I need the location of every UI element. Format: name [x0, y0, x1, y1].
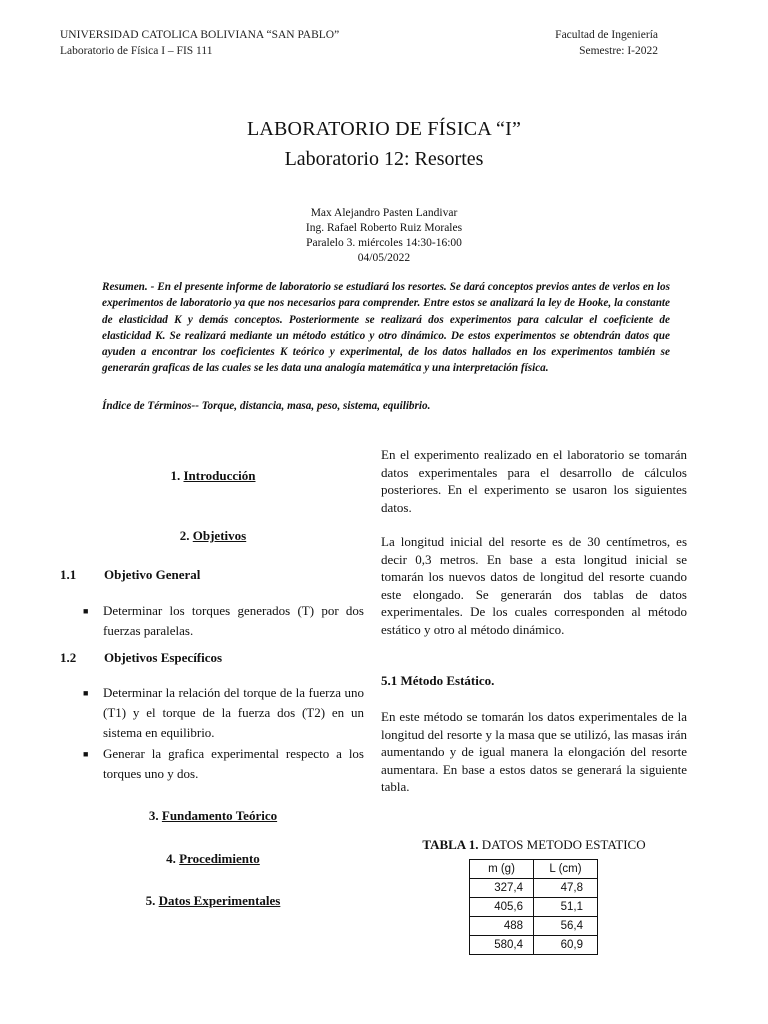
list-item: ■ Determinar la relación del torque de la fuerza uno (T1) y el torque de la fuerza dos (T2) en un sistema en equilibrio.: [83, 685, 364, 740]
page-title: LABORATORIO DE FÍSICA “I”: [246, 118, 522, 140]
table-cell: 56,4: [534, 917, 598, 936]
index-terms: Índice de Términos-- Torque, distancia, masa, peso, sistema, equilibrio.: [102, 400, 431, 412]
table-cell: 327,4: [470, 879, 534, 898]
data-table: [469, 859, 598, 955]
list-item: ■ Generar la grafica experimental respecto a los torques uno y dos.: [83, 746, 364, 781]
table-row: [470, 879, 598, 898]
table-cell: 60,9: [534, 936, 598, 955]
table-cell: 51,1: [534, 898, 598, 917]
subsection-heading-objetivo-general: 1.1 Objetivo General: [60, 567, 201, 582]
table-caption: TABLA 1. DATOS METODO ESTATICO: [422, 837, 646, 852]
bullet-icon: ■: [83, 606, 89, 616]
paragraph: En el experimento realizado en el laboratorio se tomarán datos experimentales para el desarrollo de cálculos posteriores. En el experimento se usaron los siguientes datos.: [381, 447, 687, 515]
bullet-icon: ■: [83, 749, 89, 759]
table-header-cell: L (cm): [534, 860, 598, 879]
university-name: UNIVERSIDAD CATOLICA BOLIVIANA “SAN PABLO”: [60, 29, 340, 41]
page-subtitle: Laboratorio 12: Resortes: [284, 148, 484, 170]
abstract: Resumen. - En el presente informe de laboratorio se estudiará los resortes. Se dará conceptos previos antes de verlos en los experimentos de laboratorio ya que nos necesarios para comprender. Entre estos se analizará la ley de Hooke, la constante de elasticidad K y demás conceptos. Posteriormente se realizará dos experimentos para calcular el coeficiente de elasticidad K. Se realizará mediante un método estático y otro dinámico. De estos experimentos se obtendrán datos que ayuden a encontrar los coeficientes K teórico y experimental, de los datos hallados en los experimentos también se generarán graficas de las cuales se les data una analogía matemática y una interpretación física.: [102, 281, 670, 375]
table-row: [470, 898, 598, 917]
table-row: [470, 917, 598, 936]
author-teacher: Ing. Rafael Roberto Ruiz Morales: [305, 222, 463, 234]
table-header-row: [470, 860, 598, 879]
section-heading-objetivos: 2. Objetivos: [179, 528, 247, 543]
authors-block: [0, 206, 768, 266]
section-heading-fundamento-teorico: 3. Fundamento Teórico: [148, 808, 278, 823]
bullet-icon: ■: [83, 688, 89, 698]
table-header-cell: m (g): [470, 860, 534, 879]
section-heading-datos-experimentales: 5. Datos Experimentales: [145, 893, 281, 908]
paragraph: La longitud inicial del resorte es de 30 centímetros, es decir 0,3 metros. En base a esta longitud inicial se tomarán los nuevos datos de longitud del resorte cuando este elongado. Se generarán dos tablas de datos experimentales. De los cuales corresponden al método estático y otro al método dinámico.: [381, 534, 687, 637]
page-header-left: [60, 27, 339, 59]
course-name: Laboratorio de Física I – FIS 111: [60, 45, 213, 57]
subsection-heading-metodo-estatico: 5.1 Método Estático.: [381, 673, 495, 688]
table-cell: 580,4: [470, 936, 534, 955]
paragraph: En este método se tomarán los datos experimentales de la longitud del resorte y la masa que se utilizó, las masas irán aumentando y de igual manera la elongación del resorte aumentara. En base a estos datos se generará la siguiente tabla.: [381, 709, 687, 794]
table-cell: 47,8: [534, 879, 598, 898]
table-row: [470, 936, 598, 955]
section-heading-procedimiento: 4. Procedimiento: [166, 851, 260, 866]
report-date: 04/05/2022: [357, 252, 411, 264]
subsection-heading-objetivos-especificos: 1.2 Objetivos Específicos: [60, 650, 223, 665]
class-schedule: Paralelo 3. miércoles 14:30-16:00: [306, 237, 462, 249]
semester: Semestre: I-2022: [579, 45, 658, 57]
author-student: Max Alejandro Pasten Landivar: [310, 207, 458, 219]
page-header-right: [546, 27, 658, 59]
section-heading-introduccion: 1. Introducción: [170, 468, 256, 483]
faculty-name: Facultad de Ingeniería: [555, 29, 658, 41]
list-item: ■ Determinar los torques generados (T) por dos fuerzas paralelas.: [83, 603, 364, 638]
table-cell: 405,6: [470, 898, 534, 917]
table-cell: 488: [470, 917, 534, 936]
